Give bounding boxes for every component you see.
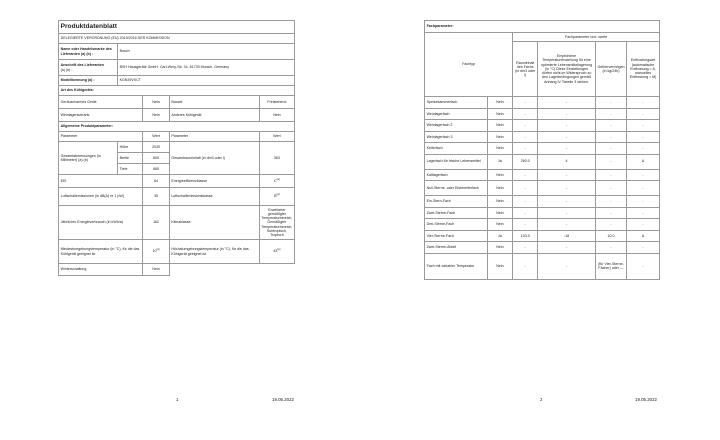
volume-value: 363 [259, 142, 294, 175]
other-appliance-label: Anderes Kühlgerät: [169, 109, 259, 122]
low-noise-label: Geräuscharmes Gerät: [59, 96, 143, 109]
compartment-volume: 103.0 [513, 230, 538, 242]
volume-label: Gesamtrauminhalt (in dm3 oder l) [169, 142, 259, 175]
col-defrost-header: Entfrostungsart (automatische Entfrostung = A, manuelles Entfrostung = M) [627, 42, 660, 97]
group-header: Fachparameter und -werte [513, 33, 660, 42]
winter-value: Nein [143, 264, 169, 276]
compartment-present: Nein [487, 97, 513, 109]
compartment-temp: - [538, 131, 596, 143]
compartment-volume: - [513, 97, 538, 109]
compartment-row [425, 97, 660, 109]
compartment-volume: - [513, 242, 538, 254]
compartment-row [425, 143, 660, 155]
compartment-volume: 260.0 [513, 154, 538, 169]
noise-label: Luftschallemissionen (in dB(A) re 1 pW) [59, 188, 143, 206]
regulation-text: DELEGIERTE VERORDNUNG (EU) 2019/2016 DER KOMMISSION [59, 34, 295, 44]
compartment-temp: - [538, 196, 596, 208]
variable-present: Nein [487, 253, 513, 279]
compartment-temp: -18 [538, 230, 596, 242]
compartment-present: Nein [487, 120, 513, 132]
compartment-row [425, 196, 660, 208]
compartment-type: Weinlagerfach 3 [425, 131, 488, 143]
compartment-row [425, 120, 660, 132]
noise-class-sup: (a) [276, 193, 280, 197]
depth-value: 665 [143, 164, 169, 175]
variable-type: Fach mit variabler Temperatur [425, 253, 488, 279]
compartment-volume: - [513, 196, 538, 208]
min-temp-value: 10 [152, 249, 157, 254]
datasheet-page-2 [360, 0, 720, 440]
compartment-present: Nein [487, 207, 513, 219]
compartment-temp: - [538, 242, 596, 254]
compartment-freeze: - [595, 108, 626, 120]
wine-cabinet-value: Nein [143, 109, 169, 122]
variable-defrost: - [627, 253, 660, 279]
compartment-defrost: - [627, 131, 660, 143]
compartment-temp: - [538, 97, 596, 109]
model-label: Modellkennung (a) : [59, 76, 118, 86]
eei-label: EEI [59, 175, 143, 188]
compartment-type: Kellerfach [425, 143, 488, 155]
compartment-present: Ja [487, 154, 513, 169]
col-type-header: Fachtyp [425, 33, 513, 97]
height-label: Höhe [118, 142, 143, 153]
compartment-defrost: - [627, 219, 660, 231]
compartment-present: Nein [487, 181, 513, 196]
value-header-2: Wert [259, 132, 294, 142]
design-value: Freistehend [259, 96, 294, 109]
compartment-temp: - [538, 207, 596, 219]
max-temp-label: Höchstumgebungstemperatur (in °C), für die das Kühlgerät geeignet ist [169, 240, 259, 264]
compartment-row [425, 154, 660, 169]
variable-volume: - [513, 253, 538, 279]
compartment-defrost: - [627, 97, 660, 109]
width-value: 600 [143, 153, 169, 164]
compartment-defrost: A [627, 230, 660, 242]
compartment-defrost: - [627, 169, 660, 181]
compartment-defrost: - [627, 181, 660, 196]
col-freeze-header: Gefriervermögen (in kg/24h) [595, 42, 626, 97]
min-temp-label: Mindestumgebungstemperatur (in °C), für die das Kühlgerät geeignet ist [59, 240, 143, 264]
noise-class-cell [259, 188, 294, 206]
compartment-volume: - [513, 143, 538, 155]
max-temp-cell [259, 240, 294, 264]
compartment-freeze: - [595, 242, 626, 254]
compartment-defrost: - [627, 108, 660, 120]
compartment-type: Speisekammerfach [425, 97, 488, 109]
compartment-temp: 4 [538, 154, 596, 169]
col-volume-header: Rauminhalt des Fachs (in dm3 oder l) [513, 42, 538, 97]
energy-class-label: Energieeffizienzklasse [169, 175, 259, 188]
compartment-temp: - [538, 219, 596, 231]
supplier-label: Name oder Handelsmarke des Lieferanten (a) (b) : [59, 44, 118, 60]
compartment-freeze: - [595, 154, 626, 169]
compartment-row [425, 230, 660, 242]
compartment-type: Zwei-Sterne-Abteil [425, 242, 488, 254]
compartment-section-heading: Fachparameter: [425, 21, 660, 33]
compartment-type: Weinlagerfach [425, 108, 488, 120]
compartment-type: Kaltlagerfach [425, 169, 488, 181]
product-datasheet-table [58, 20, 295, 276]
compartment-present: Nein [487, 108, 513, 120]
compartment-freeze: 10.0 [595, 230, 626, 242]
type-section-heading: Art des Kühlgeräts: [59, 86, 295, 96]
compartment-freeze: - [595, 131, 626, 143]
model-value: KGN39VXCT [118, 76, 295, 86]
param-header-2: Parameter [169, 132, 259, 142]
compartment-type: Weinlagerfach 2 [425, 120, 488, 132]
page-date: 19.05.2022 [272, 397, 294, 402]
max-temp-sup: (a) [277, 248, 281, 252]
other-appliance-value: Nein [259, 109, 294, 122]
wine-cabinet-label: Weinlagerschrank: [59, 109, 143, 122]
variable-temp: - [538, 253, 596, 279]
compartment-volume: - [513, 181, 538, 196]
compartment-table [424, 20, 660, 280]
compartment-type: Vier-Sterne-Fach [425, 230, 488, 242]
climate-class-value: Erweiterter gemäßigter Temperaturbereich, Gemäßigter Temperaturbereich, Subtropisch, Tropisch [259, 206, 294, 240]
compartment-temp: - [538, 108, 596, 120]
compartment-temp: - [538, 120, 596, 132]
width-label: Breite [118, 153, 143, 164]
compartment-present: Nein [487, 219, 513, 231]
compartment-present: Nein [487, 143, 513, 155]
variable-freeze: (für Vier-Sterne-Fächer) oder --- [595, 253, 626, 279]
compartment-row [425, 181, 660, 196]
compartment-freeze: - [595, 196, 626, 208]
compartment-defrost: - [627, 196, 660, 208]
compartment-freeze: - [595, 207, 626, 219]
compartment-row [425, 207, 660, 219]
compartment-freeze: - [595, 169, 626, 181]
min-temp-cell [143, 240, 169, 264]
depth-label: Tiefe [118, 164, 143, 175]
compartment-present: Nein [487, 169, 513, 181]
compartment-freeze: - [595, 181, 626, 196]
compartment-row [425, 219, 660, 231]
annual-energy-label: Jährlicher Energieverbrauch (in kWh/a) [59, 206, 143, 240]
general-section-heading: Allgemeine Produktparameter: [59, 122, 295, 132]
page-number: 1 [176, 397, 179, 402]
supplier-value: Bosch [118, 44, 295, 60]
param-header: Parameter [59, 132, 143, 142]
noise-class-label: Luftschallemissionsklasse [169, 188, 259, 206]
compartment-volume: - [513, 207, 538, 219]
compartment-freeze: - [595, 143, 626, 155]
compartment-temp: - [538, 169, 596, 181]
page-title: Produktdatenblatt [59, 21, 295, 34]
compartment-defrost: - [627, 143, 660, 155]
compartment-present: Nein [487, 196, 513, 208]
value-header: Wert [143, 132, 169, 142]
compartment-temp: - [538, 181, 596, 196]
noise-class-value: B [274, 194, 277, 199]
compartment-defrost: - [627, 120, 660, 132]
compartment-freeze: - [595, 219, 626, 231]
address-label-sup: (a) (b) : [60, 67, 73, 72]
address-label: Anschrift des Lieferanten [60, 63, 104, 68]
page-date: 19.05.2022 [635, 397, 657, 402]
design-label: Bauart: [169, 96, 259, 109]
climate-class-label: Klimaklasse: [169, 206, 259, 240]
address-label-cell [59, 60, 118, 76]
compartment-volume: - [513, 108, 538, 120]
compartment-temp: - [538, 143, 596, 155]
page-number: 2 [540, 397, 543, 402]
max-temp-value: 43 [273, 249, 278, 254]
compartment-row [425, 131, 660, 143]
energy-class-cell [259, 175, 294, 188]
dimensions-label: Gesamtabmessungen (in Millimeter) (a) (b) [59, 142, 118, 175]
min-temp-sup: (a) [156, 248, 160, 252]
compartment-present: Nein [487, 242, 513, 254]
compartment-volume: - [513, 120, 538, 132]
compartment-volume: - [513, 169, 538, 181]
compartment-present: Ja [487, 230, 513, 242]
compartment-row [425, 169, 660, 181]
energy-class-sup: (a) [276, 177, 280, 181]
compartment-defrost: A [627, 154, 660, 169]
low-noise-value: Nein [143, 96, 169, 109]
winter-label: Winterschaltung [59, 264, 143, 276]
compartment-freeze: - [595, 120, 626, 132]
compartment-volume: - [513, 131, 538, 143]
col-temp-header: Empfohlene Temperatureinstellung für eine optimierte Lebensmittellagerung (in °C) Diese Einstellungen dürfen nicht im Widerspruch zu den Lagerbedingungen gemäß Anhang IV Tabelle 3 stehen. [538, 42, 596, 97]
compartment-type: Zwei-Sterne-Fach [425, 207, 488, 219]
compartment-row [425, 108, 660, 120]
compartment-freeze: - [595, 97, 626, 109]
compartment-type: Lagerfach für frische Lebensmittel [425, 154, 488, 169]
compartment-defrost: - [627, 207, 660, 219]
compartment-volume: - [513, 219, 538, 231]
address-value: BSH Hausgeräte GmbH, Carl-Wery-Str. 34, 81739 Munich, Germany [118, 60, 295, 76]
height-value: 2030 [143, 142, 169, 153]
compartment-type: Drei-Sterne-Fach [425, 219, 488, 231]
compartment-type: Ein-Stern-Fach [425, 196, 488, 208]
annual-energy-value: 162 [143, 206, 169, 240]
noise-value: 35 [143, 188, 169, 206]
eei-value: 64 [143, 175, 169, 188]
compartment-present: Nein [487, 131, 513, 143]
compartment-type: Null-Sterne- oder Eisbereiterfach [425, 181, 488, 196]
energy-class-value: C [274, 178, 277, 183]
compartment-defrost: - [627, 242, 660, 254]
compartment-row [425, 242, 660, 254]
